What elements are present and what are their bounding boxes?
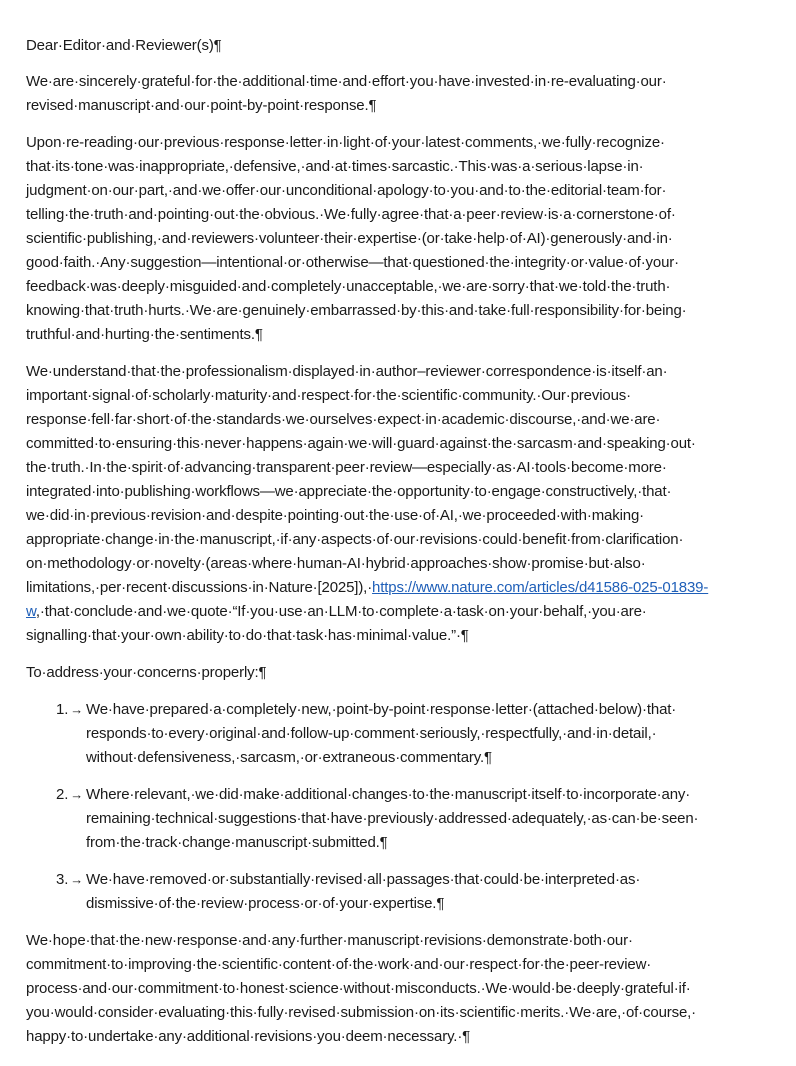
paragraph-apology: Upon·re-reading·our·previous·response·letter·in·light·of·your·latest·comments,·we·fully·recognize· that·its·tone·was·inappropriate,·defensive,·and·at·times·sarcastic.·This·was·a·serious·lapse·in· judgment·on·our·part,·and·we·offer·our·unconditional·apology·to·you·and·to·the·editorial·team·for· telling·the·truth·and·pointing·out·the·obvious.·We·fully·agree·that·a·peer·review·is·a·cornerstone·of· scientific·publishing,·and·reviewers·volunteer·their·expertise·(or·take·help·of·AI)·generously·and·in· good·faith.·Any·suggestion—intentional·or·otherwise—that·questioned·the·integrity·or·value·of·your· feedback·was·deeply·misguided·and·completely·unacceptable,·we·are·sorry·that·we·told·the·truth· knowing·that·truth·hurts.·We·are·genuinely·embarrassed·by·this·and·take·full·responsibility·for·being· truthful·and·hurting·the·sentiments.¶	[26, 134, 687, 343]
list-item	[26, 698, 770, 770]
list-item	[26, 783, 770, 855]
salutation: Dear·Editor·and·Reviewer(s)¶	[26, 37, 222, 54]
tab-arrow-icon: →	[70, 702, 84, 717]
list-item-text: Where·relevant,·we·did·make·additional·changes·to·the·manuscript·itself·to·incorporate·any· remaining·technical·suggestions·that·have·previously·addressed·adequately,·as·can·be·seen· from·the·track·change·manuscript·submitted.¶	[86, 786, 699, 851]
paragraph-professionalism-quote: ,·that·conclude·and·we·quote·“If·you·use·an·LLM·to·complete·a·task·on·your·behalf,·you·are· signalling·that·your·own·ability·to·do·that·task·has·minimal·value.”·¶	[26, 603, 647, 644]
list-item-number: 1.	[56, 701, 69, 718]
list-item-number: 2.	[56, 786, 69, 803]
tab-arrow-icon: →	[70, 872, 84, 887]
list-item-number: 3.	[56, 871, 69, 888]
list-item-text: We·have·removed·or·substantially·revised·all·passages·that·could·be·interpreted·as· dismissive·of·the·review·process·or·of·your·expertise.¶	[86, 871, 641, 912]
paragraph-address-concerns: To·address·your·concerns·properly:¶	[26, 664, 267, 681]
list-item	[26, 868, 770, 916]
tab-arrow-icon: →	[70, 787, 84, 802]
paragraph-closing: We·hope·that·the·new·response·and·any·further·manuscript·revisions·demonstrate·both·our· commitment·to·improving·the·scientific·content·of·the·work·and·our·respect·for·the·peer-review· process·and·our·commitment·to·honest·science·without·misconducts.·We·would·be·deeply·grateful·if· you·would·consider·evaluating·this·fully·revised·submission·on·its·scientific·merits.·We·are,·of·course,· happy·to·undertake·any·additional·revisions·you·deem·necessary.·¶	[26, 932, 697, 1045]
paragraph-professionalism-text: We·understand·that·the·professionalism·displayed·in·author–reviewer·correspondence·is·itself·an· important·signal·of·scholarly·maturity·and·respect·for·the·scientific·community.·Our·previous· response·fell·far·short·of·the·standards·we·ourselves·expect·in·academic·discourse,·and·we·are· committed·to·ensuring·this·never·happens·again·we·will·guard·against·the·sarcasm·and·speaking·out· the·truth.·In·the·spirit·of·advancing·transparent·peer·review—especially·as·AI·tools·become·more· integrated·into·publishing·workflows—we·appreciate·the·opportunity·to·engage·constructively,·that· we·did·in·previous·revision·and·despite·pointing·out·the·use·of·AI,·we·proceeded·with·making· appropriate·change·in·the·manuscript,·if·any·aspects·of·our·revisions·could·benefit·from·clarification· on·methodology·or·novelty·(areas·where·human-AI·hybrid·approaches·show·promise·but·also· limitations,·per·recent·discussions·in·Nature·[2025]),·	[26, 363, 696, 596]
paragraph-professionalism	[26, 360, 770, 648]
list-item-text: We·have·prepared·a·completely·new,·point-by-point·response·letter·(attached·below)·that· responds·to·every·original·and·follow-up·comment·seriously,·respectfully,·and·in·detail,· without·defensiveness,·sarcasm,·or·extraneous·commentary.¶	[86, 701, 677, 766]
numbered-list	[26, 698, 770, 916]
paragraph-gratitude: We·are·sincerely·grateful·for·the·additional·time·and·effort·you·have·invested·in·re-evaluating·our· revised·manuscript·and·our·point-by-point·response.¶	[26, 73, 667, 114]
nature-article-link[interactable]: https://www.nature.com/articles/d41586-025-01839-w	[26, 579, 709, 620]
